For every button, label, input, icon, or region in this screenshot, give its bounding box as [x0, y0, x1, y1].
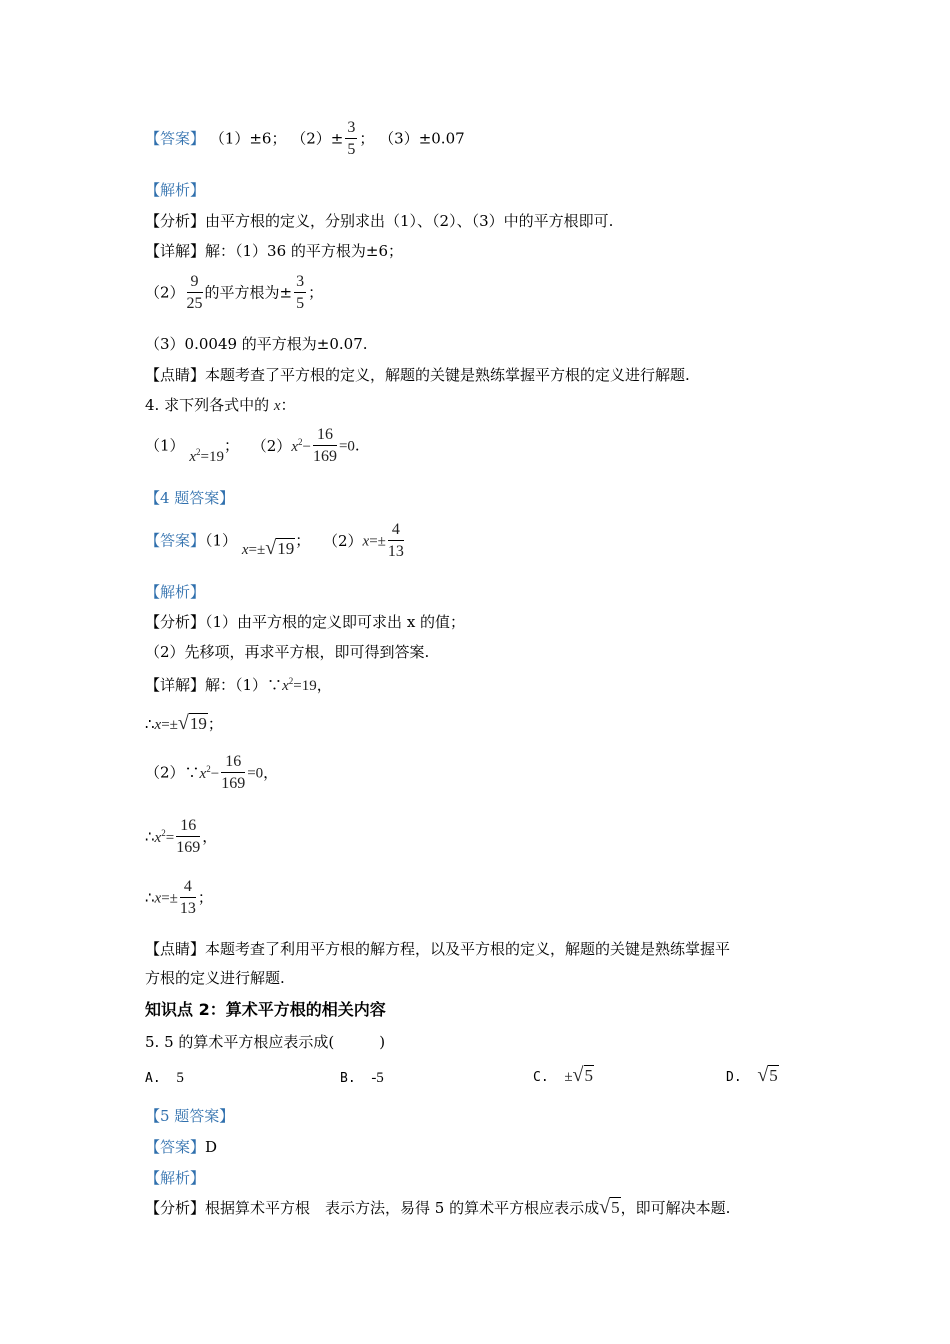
q4-detail-4: $\therefore x^2=$ $\frac{16}{169}$ ， [145, 816, 217, 859]
q4-analysis-tag: 【解析】 [145, 583, 206, 601]
q5-fenxi: 【分析】根据算术平方根 表示方法，易得 5 的算术平方根应表示成√5，即可解决本题. [145, 1196, 731, 1218]
q5-analysis-tag: 【解析】 [145, 1169, 206, 1187]
q5-stem: 5. 5 的算术平方根应表示成( ) [145, 1033, 386, 1051]
sqrt: √19 [265, 536, 295, 559]
q5-answer-header: 【5 题答案】 [145, 1107, 235, 1125]
sqrt: √5 [757, 1064, 778, 1086]
q4-detail-5: ∴x=± $\frac{4}{13}$ ； [145, 877, 213, 920]
fraction: $\frac{16}{169}$ [312, 426, 337, 465]
fraction: $\frac{16}{169}$ [176, 817, 201, 856]
q3-analysis-fenxi: 【分析】由平方根的定义，分别求出（1）、（2）、（3）中的平方根即可. [145, 212, 614, 230]
q4-comment-1: 【点睛】本题考查了利用平方根的解方程，以及平方根的定义，解题的关键是熟练掌握平 [145, 940, 731, 958]
q4-comment-2: 方根的定义进行解题. [145, 969, 285, 987]
q4-answer-header: 【4 题答案】 [145, 489, 235, 507]
answer-part-1: （1）±6； [209, 129, 287, 148]
q3-answer-line: 【答案】 （1）±6； （2）± $\frac{3}{5}$ ； （3）±0.07 [145, 118, 465, 161]
fraction: $\frac{9}{25}$ [186, 273, 203, 312]
q4-detail-1: 【详解】解：$(1)\because x^2=19$， [145, 676, 332, 694]
q4-answer-line: 【答案】（1） x=±√19； （2）x=± $\frac{4}{13}$ [145, 520, 406, 563]
answer-tag: 【答案】 [145, 129, 206, 148]
sqrt: √5 [599, 1196, 620, 1218]
q3-detail-line-2: （2） $\frac{9}{25}$ 的平方根为± $\frac{3}{5}$ ； [145, 272, 323, 315]
fraction: $\frac{3}{5}$ [296, 273, 305, 312]
option-b[interactable]: B. -5 [340, 1070, 384, 1086]
section-title: 知识点 2：算术平方根的相关内容 [145, 1000, 386, 1019]
option-d[interactable]: D. √5 [726, 1064, 778, 1086]
option-c[interactable]: C. ±√5 [533, 1064, 594, 1086]
answer-part-3: （3）±0.07 [379, 129, 465, 148]
q4-parts: （1） $x^2=19$； $(2)x^2-$ $\frac{16}{169}$ =0. [145, 425, 360, 468]
sqrt: √5 [572, 1064, 594, 1086]
q4-stem: 4. 求下列各式中的 x： [145, 396, 296, 414]
q4-fenxi-1: 【分析】（1）由平方根的定义即可求出 x 的值； [145, 613, 466, 631]
fraction: $\frac{16}{169}$ [221, 753, 246, 792]
fraction: $\frac{3}{5}$ [347, 119, 356, 158]
sqrt: √19 [177, 712, 207, 734]
fraction: $\frac{4}{13}$ [387, 521, 404, 560]
answer-part-2-prefix: （2）± [291, 129, 344, 148]
q3-detail-line-1: 【详解】解：（1）36 的平方根为±6； [145, 242, 404, 260]
q5-answer: 【答案】D [145, 1138, 218, 1156]
q4-detail-3: $(2)\because x^2-$ $\frac{16}{169}$ =0， [145, 752, 278, 795]
q4-detail-2: ∴x=±√19； [145, 712, 223, 734]
option-a[interactable]: A. 5 [145, 1070, 184, 1086]
q3-detail-line-3: （3）0.0049 的平方根为±0.07. [145, 335, 368, 353]
q3-comment: 【点睛】本题考查了平方根的定义，解题的关键是熟练掌握平方根的定义进行解题. [145, 366, 690, 384]
fraction: $\frac{4}{13}$ [179, 878, 196, 917]
q4-fenxi-2: （2）先移项，再求平方根，即可得到答案. [145, 643, 430, 661]
q3-analysis-tag: 【解析】 [145, 181, 206, 199]
